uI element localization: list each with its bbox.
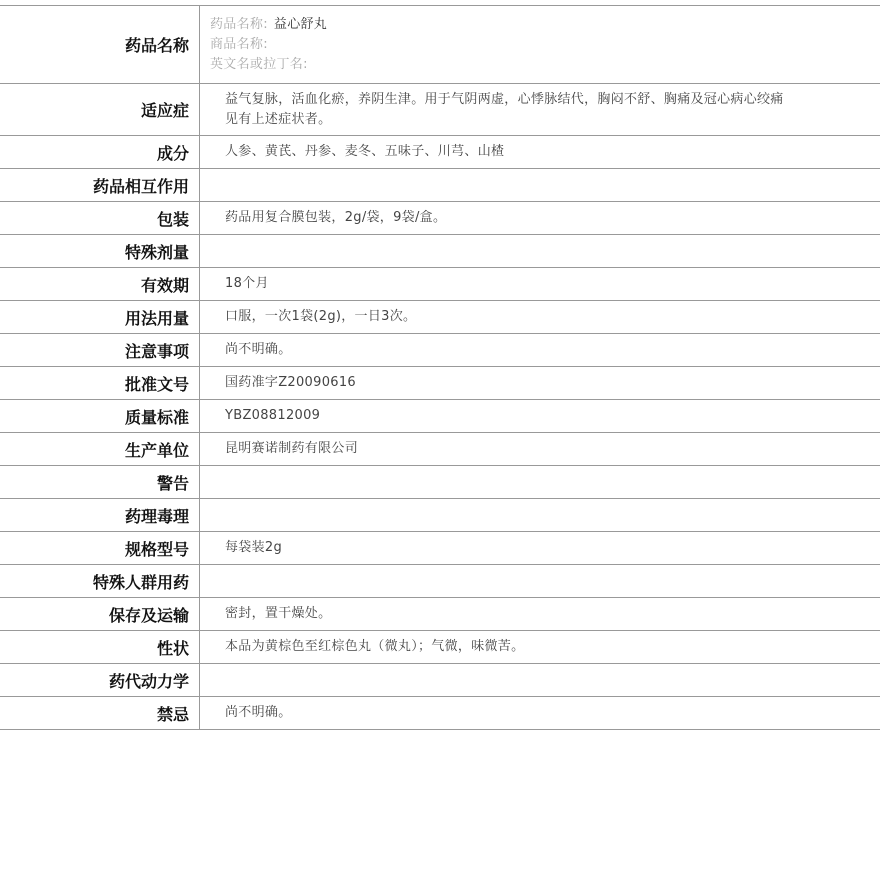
indications-row	[0, 84, 880, 136]
toxicology-row	[0, 499, 880, 532]
special-groups-row	[0, 565, 880, 598]
quality-standard-label: 质量标准	[0, 400, 200, 433]
usage-row	[0, 301, 880, 334]
ingredients-label: 成分	[0, 136, 200, 169]
generic-name-key: 药品名称:	[210, 17, 268, 32]
indications-label: 适应症	[0, 84, 200, 136]
english-name-line	[210, 55, 880, 75]
ingredients-row	[0, 136, 880, 169]
manufacturer-row	[0, 433, 880, 466]
quality-standard-value: YBZ08812009	[200, 400, 880, 433]
ingredients-value: 人参、黄芪、丹参、麦冬、五味子、川芎、山楂	[200, 136, 880, 169]
manufacturer-value: 昆明赛诺制药有限公司	[200, 433, 880, 466]
specification-row	[0, 532, 880, 565]
properties-label: 性状	[0, 631, 200, 664]
packaging-row	[0, 202, 880, 235]
approval-label: 批准文号	[0, 367, 200, 400]
drug-name-label: 药品名称	[0, 6, 200, 84]
properties-value: 本品为黄棕色至红棕色丸（微丸）；气微，味微苦。	[200, 631, 880, 664]
properties-row	[0, 631, 880, 664]
contraindications-label: 禁忌	[0, 697, 200, 730]
precautions-row	[0, 334, 880, 367]
approval-row	[0, 367, 880, 400]
usage-label: 用法用量	[0, 301, 200, 334]
contraindications-row	[0, 697, 880, 730]
indications-value-cell	[200, 84, 880, 136]
manufacturer-label: 生产单位	[0, 433, 200, 466]
drug-name-row	[0, 6, 880, 84]
special-dosage-label: 特殊剂量	[0, 235, 200, 268]
warning-value	[200, 466, 880, 499]
contraindications-value: 尚不明确。	[200, 697, 880, 730]
special-dosage-row	[0, 235, 880, 268]
precautions-label: 注意事项	[0, 334, 200, 367]
shelf-life-value: 18个月	[200, 268, 880, 301]
storage-value: 密封，置干燥处。	[200, 598, 880, 631]
pharmacokinetics-value	[200, 664, 880, 697]
packaging-label: 包装	[0, 202, 200, 235]
precautions-value: 尚不明确。	[200, 334, 880, 367]
storage-row	[0, 598, 880, 631]
packaging-value: 药品用复合膜包装，2g/袋，9袋/盒。	[200, 202, 880, 235]
warning-row	[0, 466, 880, 499]
drug-spec-table	[0, 5, 880, 730]
specification-label: 规格型号	[0, 532, 200, 565]
toxicology-value	[200, 499, 880, 532]
shelf-life-label: 有效期	[0, 268, 200, 301]
storage-label: 保存及运输	[0, 598, 200, 631]
special-dosage-value	[200, 235, 880, 268]
quality-standard-row	[0, 400, 880, 433]
special-groups-value	[200, 565, 880, 598]
interactions-value	[200, 169, 880, 202]
drug-name-values	[200, 6, 880, 84]
indications-value: 益气复脉，活血化瘀，养阴生津。用于气阴两虚，心悸脉结代，胸闷不舒、胸痛及冠心病心绞痛见有上述症状者。	[225, 90, 795, 130]
special-groups-label: 特殊人群用药	[0, 565, 200, 598]
generic-name-value: 益心舒丸	[274, 17, 327, 32]
usage-value: 口服，一次1袋(2g)，一日3次。	[200, 301, 880, 334]
interactions-row	[0, 169, 880, 202]
interactions-label: 药品相互作用	[0, 169, 200, 202]
pharmacokinetics-label: 药代动力学	[0, 664, 200, 697]
toxicology-label: 药理毒理	[0, 499, 200, 532]
warning-label: 警告	[0, 466, 200, 499]
english-name-key: 英文名或拉丁名:	[210, 57, 308, 72]
trade-name-line	[210, 35, 880, 55]
specification-value: 每袋装2g	[200, 532, 880, 565]
shelf-life-row	[0, 268, 880, 301]
trade-name-key: 商品名称:	[210, 37, 268, 52]
generic-name-line	[210, 15, 880, 35]
approval-value: 国药准字Z20090616	[200, 367, 880, 400]
pharmacokinetics-row	[0, 664, 880, 697]
